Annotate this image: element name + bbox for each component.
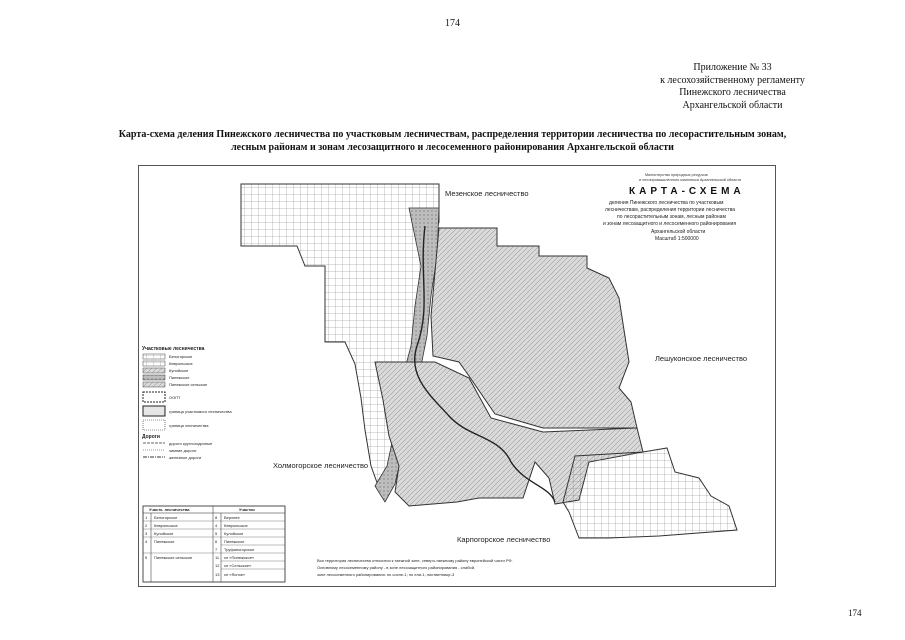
table-cell: 4 <box>215 523 218 528</box>
table-cell: 11 <box>215 555 220 560</box>
map-region: Архангельской области <box>651 229 706 235</box>
map-scale: Масштаб 1:500000 <box>655 236 699 242</box>
table-cell: 4 <box>145 539 148 544</box>
map-footnote-3: зоне лесосеменного районирования: по сосне-1; по ели-1; лиственнице-3 <box>317 572 455 577</box>
map-subtitle-4: и зонам лесозащитного и лесосеменного районирования <box>603 221 737 227</box>
map-legend <box>142 346 232 460</box>
table-cell: 8 <box>215 515 218 520</box>
table-header-2: Участки <box>239 507 255 512</box>
map-small-note-2: и лесопромышленного комплекса Архангельской области <box>639 178 742 182</box>
table-cell: Пинежское <box>154 539 175 544</box>
neighbor-south: Карпогорское лесничество <box>457 535 551 544</box>
table-cell: Белогорское <box>154 515 178 520</box>
map-subtitle-1: деления Пинежского лесничества по участковым <box>609 200 724 206</box>
table-cell: 3 <box>145 531 148 536</box>
neighbor-north: Мезенское лесничество <box>445 189 529 198</box>
map-frame <box>138 165 776 587</box>
table-cell: 6 <box>215 539 218 544</box>
table-cell: Труфаногорское <box>224 547 255 552</box>
neighbor-east: Лешуконское лесничество <box>655 354 748 363</box>
legend-boundary-1: ООПТ <box>169 395 181 400</box>
table-cell: сп «Ясное» <box>224 572 246 577</box>
map-footnote-2: Основному лесосеменному району - в зоне лесозащитного районирования - слабой, <box>317 565 476 570</box>
table-cell: Верхнее <box>224 515 240 520</box>
table-cell: 7 <box>215 547 218 552</box>
title-line-1: Карта-схема деления Пинежского лесничества по участковым лесничествам, распределения территории лесничества по лесорастительным зонам, <box>118 129 787 140</box>
table-cell: сп «Пинежское» <box>224 555 255 560</box>
legend-road-2: зимние дороги <box>169 448 197 453</box>
appendix-line-1: Приложение № 33 <box>693 62 772 73</box>
legend-item-2: Кеврольское <box>169 361 193 366</box>
legend-item-4: Пинежское <box>169 375 190 380</box>
map-subtitle-3: по лесорастительным зонам, лесным районам <box>617 214 726 220</box>
district-table <box>143 506 285 582</box>
table-cell: Кулойское <box>224 531 244 536</box>
table-cell: 5 <box>145 555 148 560</box>
legend-roads-title: Дороги <box>142 434 160 440</box>
appendix-line-3: Пинежского лесничества <box>679 87 786 98</box>
table-cell: 2 <box>145 523 148 528</box>
neighbor-southwest: Холмогорское лесничество <box>273 461 369 470</box>
map-small-note-1: Министерство природных ресурсов <box>645 173 708 177</box>
legend-boundary-2: граница участкового лесничества <box>169 409 232 414</box>
table-cell: сп «Сельское» <box>224 563 252 568</box>
table-cell: 1 <box>145 515 148 520</box>
appendix-block <box>600 62 865 112</box>
legend-item-1: Белогорское <box>169 354 193 359</box>
page-number-top: 174 <box>445 18 460 29</box>
table-cell: 12 <box>215 563 220 568</box>
legend-item-3: Кулойское <box>169 368 189 373</box>
forestry-map <box>139 166 775 586</box>
table-cell: Кеврольское <box>224 523 248 528</box>
table-cell: 5 <box>215 531 218 536</box>
table-cell: Пинежское сельское <box>154 555 193 560</box>
appendix-line-4: Архангельской области <box>682 99 783 111</box>
table-cell: Кулойское <box>154 531 174 536</box>
legend-title: Участковые лесничества <box>142 346 205 352</box>
table-cell: Кеврольское <box>154 523 178 528</box>
district-southeast <box>563 448 737 538</box>
title-line-2: лесным районам и зонам лесозащитного и лесосеменного районирования Архангельской области <box>231 142 674 153</box>
map-heading: КАРТА-СХЕМА <box>629 186 745 197</box>
document-title <box>100 128 805 154</box>
legend-road-1: дороги круглогодичные <box>169 441 213 446</box>
table-header-1: Участк. лесничества <box>149 507 190 512</box>
legend-item-5: Пинежское сельское <box>169 382 208 387</box>
map-subtitle-2: лесничествам, распределения территории лесничества <box>605 207 736 213</box>
legend-boundary-3: граница лесничества <box>169 423 209 428</box>
table-cell: Пинежское <box>224 539 245 544</box>
legend-road-3: железные дороги <box>169 455 202 460</box>
page-number-bottom: 174 <box>848 608 862 618</box>
table-cell: 13 <box>215 572 220 577</box>
map-footnote-1: Вся территория лесничества относится к таежной зоне, северо-таежному району европейской части РФ. <box>317 558 513 563</box>
appendix-line-2: к лесохозяйственному регламенту <box>660 74 805 86</box>
